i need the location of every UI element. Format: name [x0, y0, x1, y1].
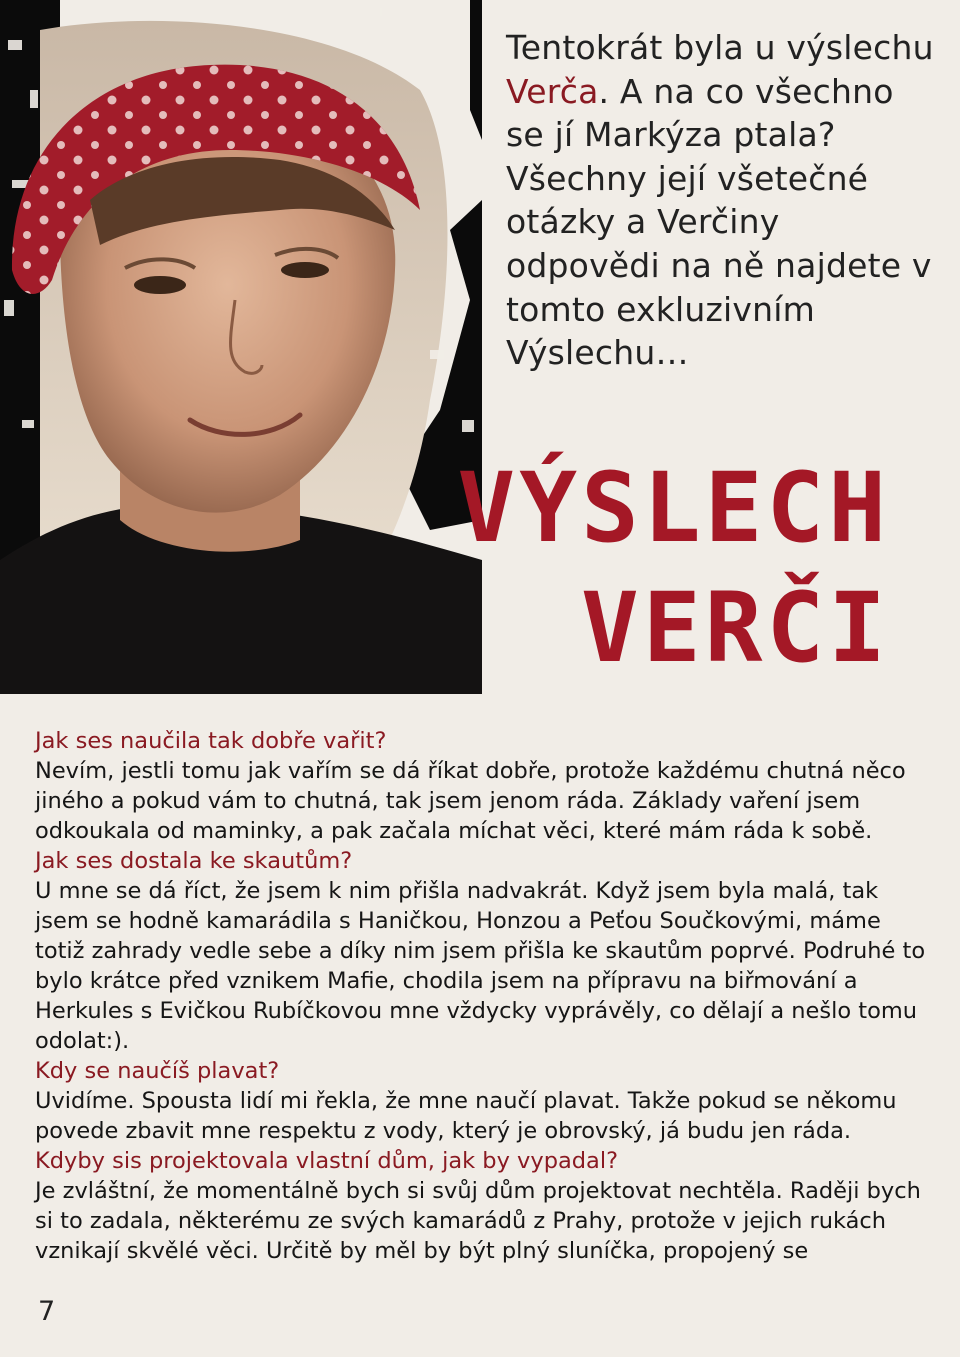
intro-text	[506, 26, 936, 375]
page-number: 7	[38, 1296, 56, 1327]
question: Kdy se naučíš plavat?	[35, 1058, 280, 1084]
portrait-photo	[0, 0, 482, 694]
answer: Je zvláštní, že momentálně bych si svůj dům projektovat nechtěla. Raději bych si to zadala, některému ze svých kamarádů z Prahy, protože v jejich rukách vznikají skvělé věci. Určitě by měl by být plný sluníčka, propojený se	[35, 1178, 921, 1264]
intro-text-start: Tentokrát byla u výslechu	[506, 28, 934, 67]
question: Jak ses naučila tak dobře vařit?	[35, 728, 387, 754]
intro-text-end: . A na co všechno se jí Markýza ptala? Všechny její všetečné otázky a Verčiny odpovědi na ně najdete v tomto exkluzivním Výslechu…	[506, 71, 932, 373]
intro-name-highlight: Verča	[506, 71, 599, 111]
question: Kdyby sis projektovala vlastní dům, jak by vypadal?	[35, 1148, 619, 1174]
answer: U mne se dá říct, že jsem k nim přišla nadvakrát. Když jsem byla malá, tak jsem se hodně kamarádila s Haničkou, Honzou a Peťou Součkovými, máme totiž zahrady vedle sebe a díky nim jsem přišla ke skautům poprvé. Podruhé to bylo krátce před vznikem Mafie, chodila jsem na přípravu na biřmování a Herkules s Evičkou Rubíčkovou mne vždycky vyprávěly, co dělají a nešlo tomu odolat:).	[35, 878, 926, 1054]
interview-body	[35, 726, 930, 1266]
article-title	[420, 448, 890, 688]
answer: Uvidíme. Spousta lidí mi řekla, že mne naučí plavat. Takže pokud se někomu povede zbavit mne respektu z vody, který je obrovský, já budu jen ráda.	[35, 1088, 897, 1144]
title-line-2: VERČI	[581, 572, 890, 684]
question: Jak ses dostala ke skautům?	[35, 848, 353, 874]
answer: Nevím, jestli tomu jak vařím se dá říkat dobře, protože každému chutná něco jiného a pokud vám to chutná, tak jsem jenom ráda. Základy vaření jsem odkoukala od maminky, a pak začala míchat věci, které mám ráda k sobě.	[35, 758, 906, 844]
title-line-1: VÝSLECH	[457, 452, 890, 564]
